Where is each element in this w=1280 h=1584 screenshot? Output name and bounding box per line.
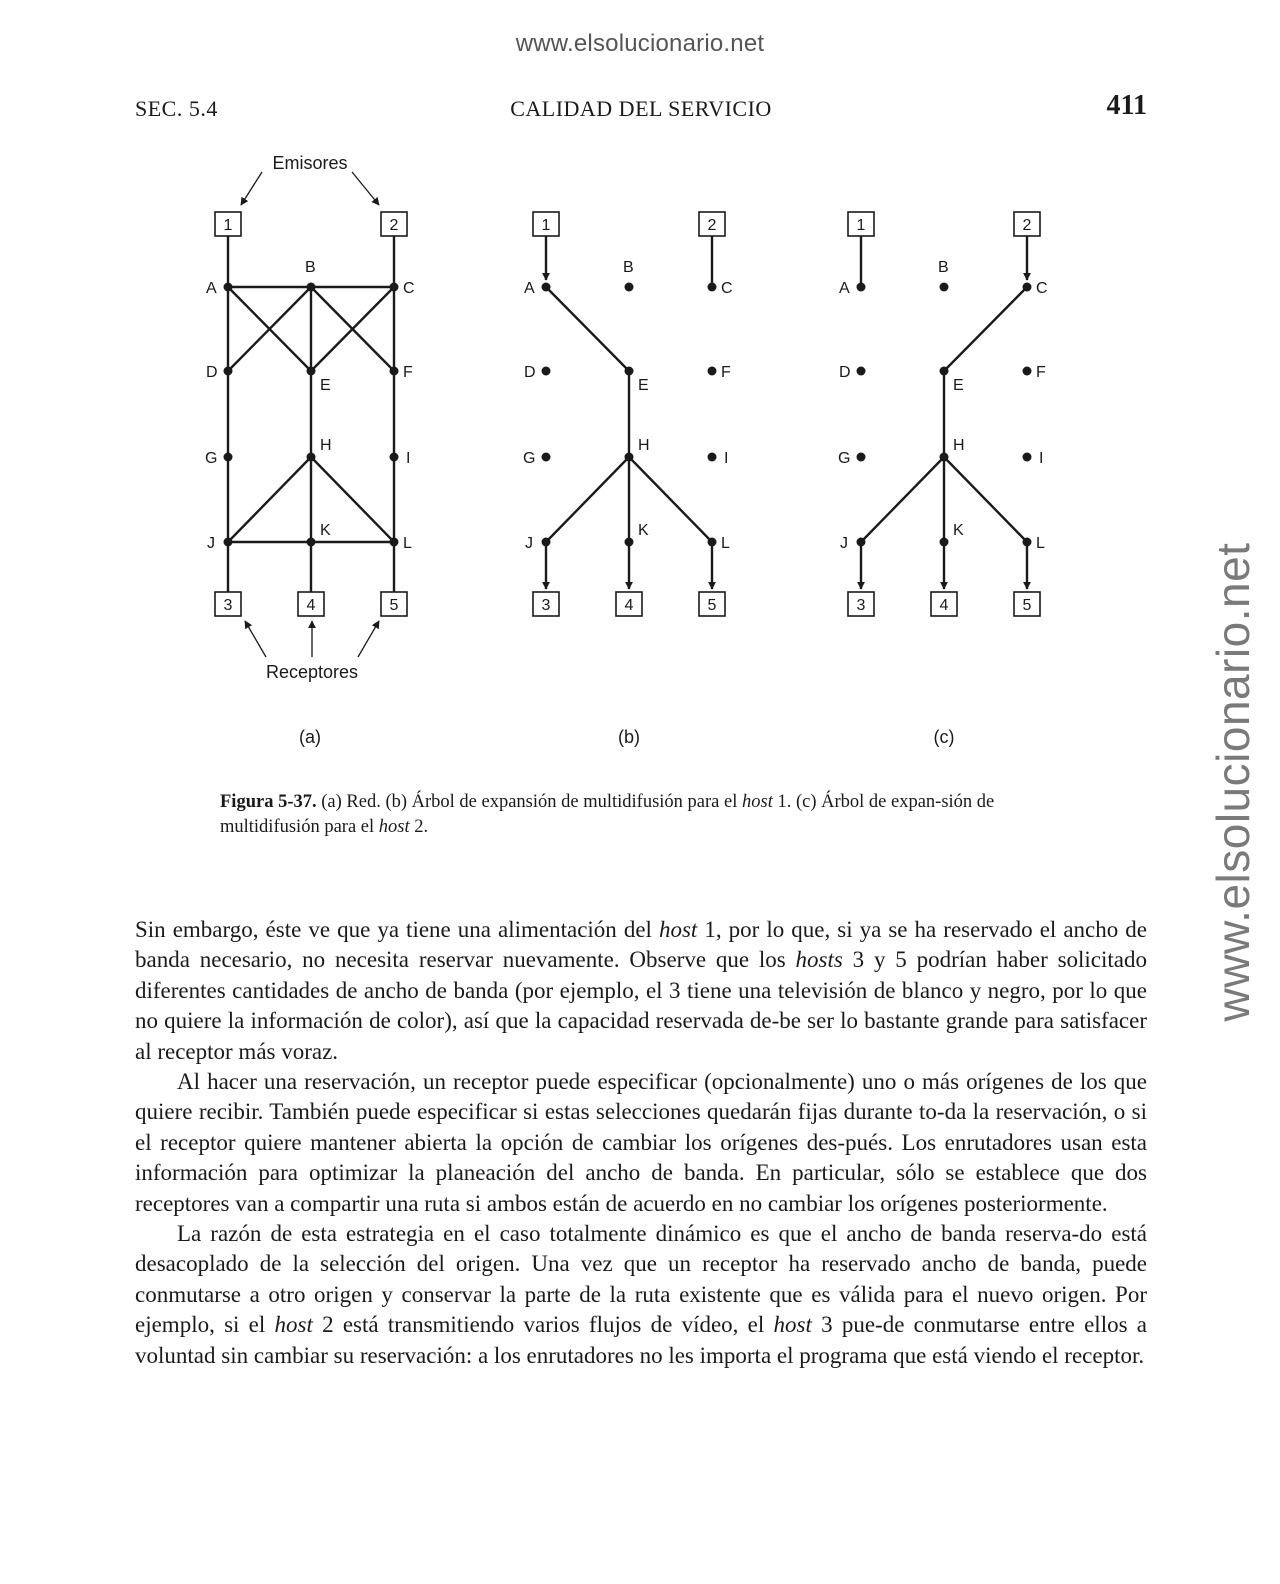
node-label: L (1036, 535, 1045, 552)
node-label: D (206, 364, 218, 381)
host-label: 1 (223, 217, 233, 234)
section-number: SEC. 5.4 (135, 96, 218, 121)
node-label: B (623, 259, 634, 276)
host-label: 5 (389, 597, 399, 614)
node-label: E (638, 377, 649, 394)
panel-label-b: (b) (618, 727, 640, 747)
emisores-label: Emisores (272, 153, 348, 173)
node-label: C (403, 280, 415, 297)
node-label: I (724, 450, 729, 467)
host-label: 1 (856, 217, 866, 234)
node-label: B (305, 259, 316, 276)
host-label: 3 (856, 597, 866, 614)
node-label: F (403, 364, 413, 381)
body-text (135, 915, 1147, 1371)
node-label: D (524, 364, 536, 381)
page-number: 411 (1106, 90, 1147, 121)
caption-italic: host (378, 817, 410, 837)
text-run: Sin embargo, éste ve que ya tiene una alimentación del (135, 917, 659, 942)
node-label: K (953, 522, 964, 539)
node-label: C (1036, 280, 1048, 297)
text-run: 1, por lo que, si ya se ha reservado el ancho de banda necesario, no necesita reservar nuevamente. Observe que los (135, 917, 1148, 973)
node-label: L (721, 535, 730, 552)
text-run: 3 pue-de conmutarse entre ellos a voluntad sin cambiar su reservación: a los enrutadores no les importa el programa que está viendo el receptor. (135, 1312, 1147, 1368)
figure-5-37 (0, 140, 1280, 780)
host-label: 4 (306, 597, 316, 614)
node-label: A (839, 280, 850, 297)
node-a (224, 283, 233, 292)
panel-label-c: (c) (933, 727, 955, 747)
paragraph-1 (135, 915, 1147, 1067)
watermark-top: www.elsolucionario.net (515, 30, 765, 57)
italic-term: host (274, 1312, 313, 1338)
host-label: 3 (541, 597, 551, 614)
text-run: 2 está transmitiendo varios flujos de vídeo, el (312, 1312, 774, 1338)
node-d (224, 367, 233, 376)
host-label: 5 (707, 597, 717, 614)
node-c (390, 283, 399, 292)
node-f (390, 367, 399, 376)
host-label: 1 (541, 217, 551, 234)
host-label: 3 (223, 597, 233, 614)
node-label: K (320, 522, 331, 539)
node-label: I (406, 450, 411, 467)
node-label: H (638, 437, 650, 454)
node-label: G (838, 450, 851, 467)
text-run: La razón de esta estrategia en el caso totalmente dinámico es que el ancho de banda reserva-do está desacoplado de la selección del origen. Una vez que un receptor ha reservado ancho de banda, puede conmutarse a otro origen y conservar la parte de la ruta existente que es válida para el nuevo origen. Por ejemplo, si el (135, 1221, 1147, 1338)
caption-text: 2. (409, 817, 429, 837)
chapter-section-title: CALIDAD DEL SERVICIO (510, 96, 772, 121)
node-l (390, 538, 399, 547)
panel-label-a: (a) (299, 727, 321, 747)
node-label: D (839, 364, 851, 381)
node-h (307, 453, 316, 462)
paragraph-2: Al hacer una reservación, un receptor puede especificar (opcionalmente) uno o más orígenes de los que quiere recibir. También puede especificar si estas selecciones quedarán fijas durante to-da la reservación, o si el receptor quiere mantener abierta la opción de cambiar los orígenes des-pués. Los enrutadores usan esta información para optimizar la planeación del ancho de banda. En particular, sólo se establece que dos receptores van a compartir una ruta si ambos están de acuerdo en no cambiar los orígenes posteriormente. (135, 1069, 1147, 1216)
node-label: G (205, 450, 218, 467)
italic-term: host (773, 1312, 812, 1338)
caption-text: (a) Red. (b) Árbol de expansión de multidifusión para el (316, 792, 742, 812)
node-label: C (721, 280, 733, 297)
text-run: 3 y 5 podrían haber solicitado diferentes cantidades de ancho de banda (por ejemplo, el 3 tiene una televisión de blanco y negro, por lo que no quiere la información de color), así que la capacidad reservada de-be ser lo bastante grande para satisfacer al receptor más voraz. (135, 947, 1147, 1064)
node-label: H (320, 437, 332, 454)
node-k (307, 538, 316, 547)
watermark-side: www.elsolucionario.net (1207, 542, 1259, 1022)
node-g (224, 453, 233, 462)
node-label: J (525, 535, 533, 552)
node-i (390, 453, 399, 462)
node-label: A (524, 280, 535, 297)
node-label: K (638, 522, 649, 539)
running-head (135, 90, 1147, 126)
receptores-label: Receptores (265, 662, 359, 682)
caption-text: 1. (c) Árbol de expan-sión de multidifusión para el (220, 792, 995, 837)
node-label: F (1036, 364, 1046, 381)
node-label: E (953, 377, 964, 394)
host-label: 5 (1022, 597, 1032, 614)
caption-label: Figura 5-37. (220, 792, 317, 812)
node-label: I (1039, 450, 1044, 467)
panel-a-network (228, 172, 394, 657)
host-label: 2 (389, 217, 399, 234)
node-label: G (523, 450, 536, 467)
italic-term: host (658, 917, 698, 942)
node-b (307, 283, 316, 292)
host-label: 2 (1022, 217, 1032, 234)
node-e (307, 367, 316, 376)
paragraph-3 (135, 1219, 1147, 1371)
host-label: 2 (707, 217, 717, 234)
host-label: 4 (624, 597, 634, 614)
node-label: E (320, 377, 331, 394)
figure-caption (220, 790, 1070, 840)
host-label: 4 (939, 597, 949, 614)
italic-term: hosts (795, 947, 843, 973)
node-label: F (721, 364, 731, 381)
node-label: A (206, 280, 217, 297)
caption-italic: host (742, 792, 773, 812)
node-label: B (938, 259, 949, 276)
node-label: J (840, 535, 848, 552)
node-label: H (953, 437, 965, 454)
node-label: J (207, 535, 215, 552)
node-j (224, 538, 233, 547)
node-label: L (403, 535, 412, 552)
